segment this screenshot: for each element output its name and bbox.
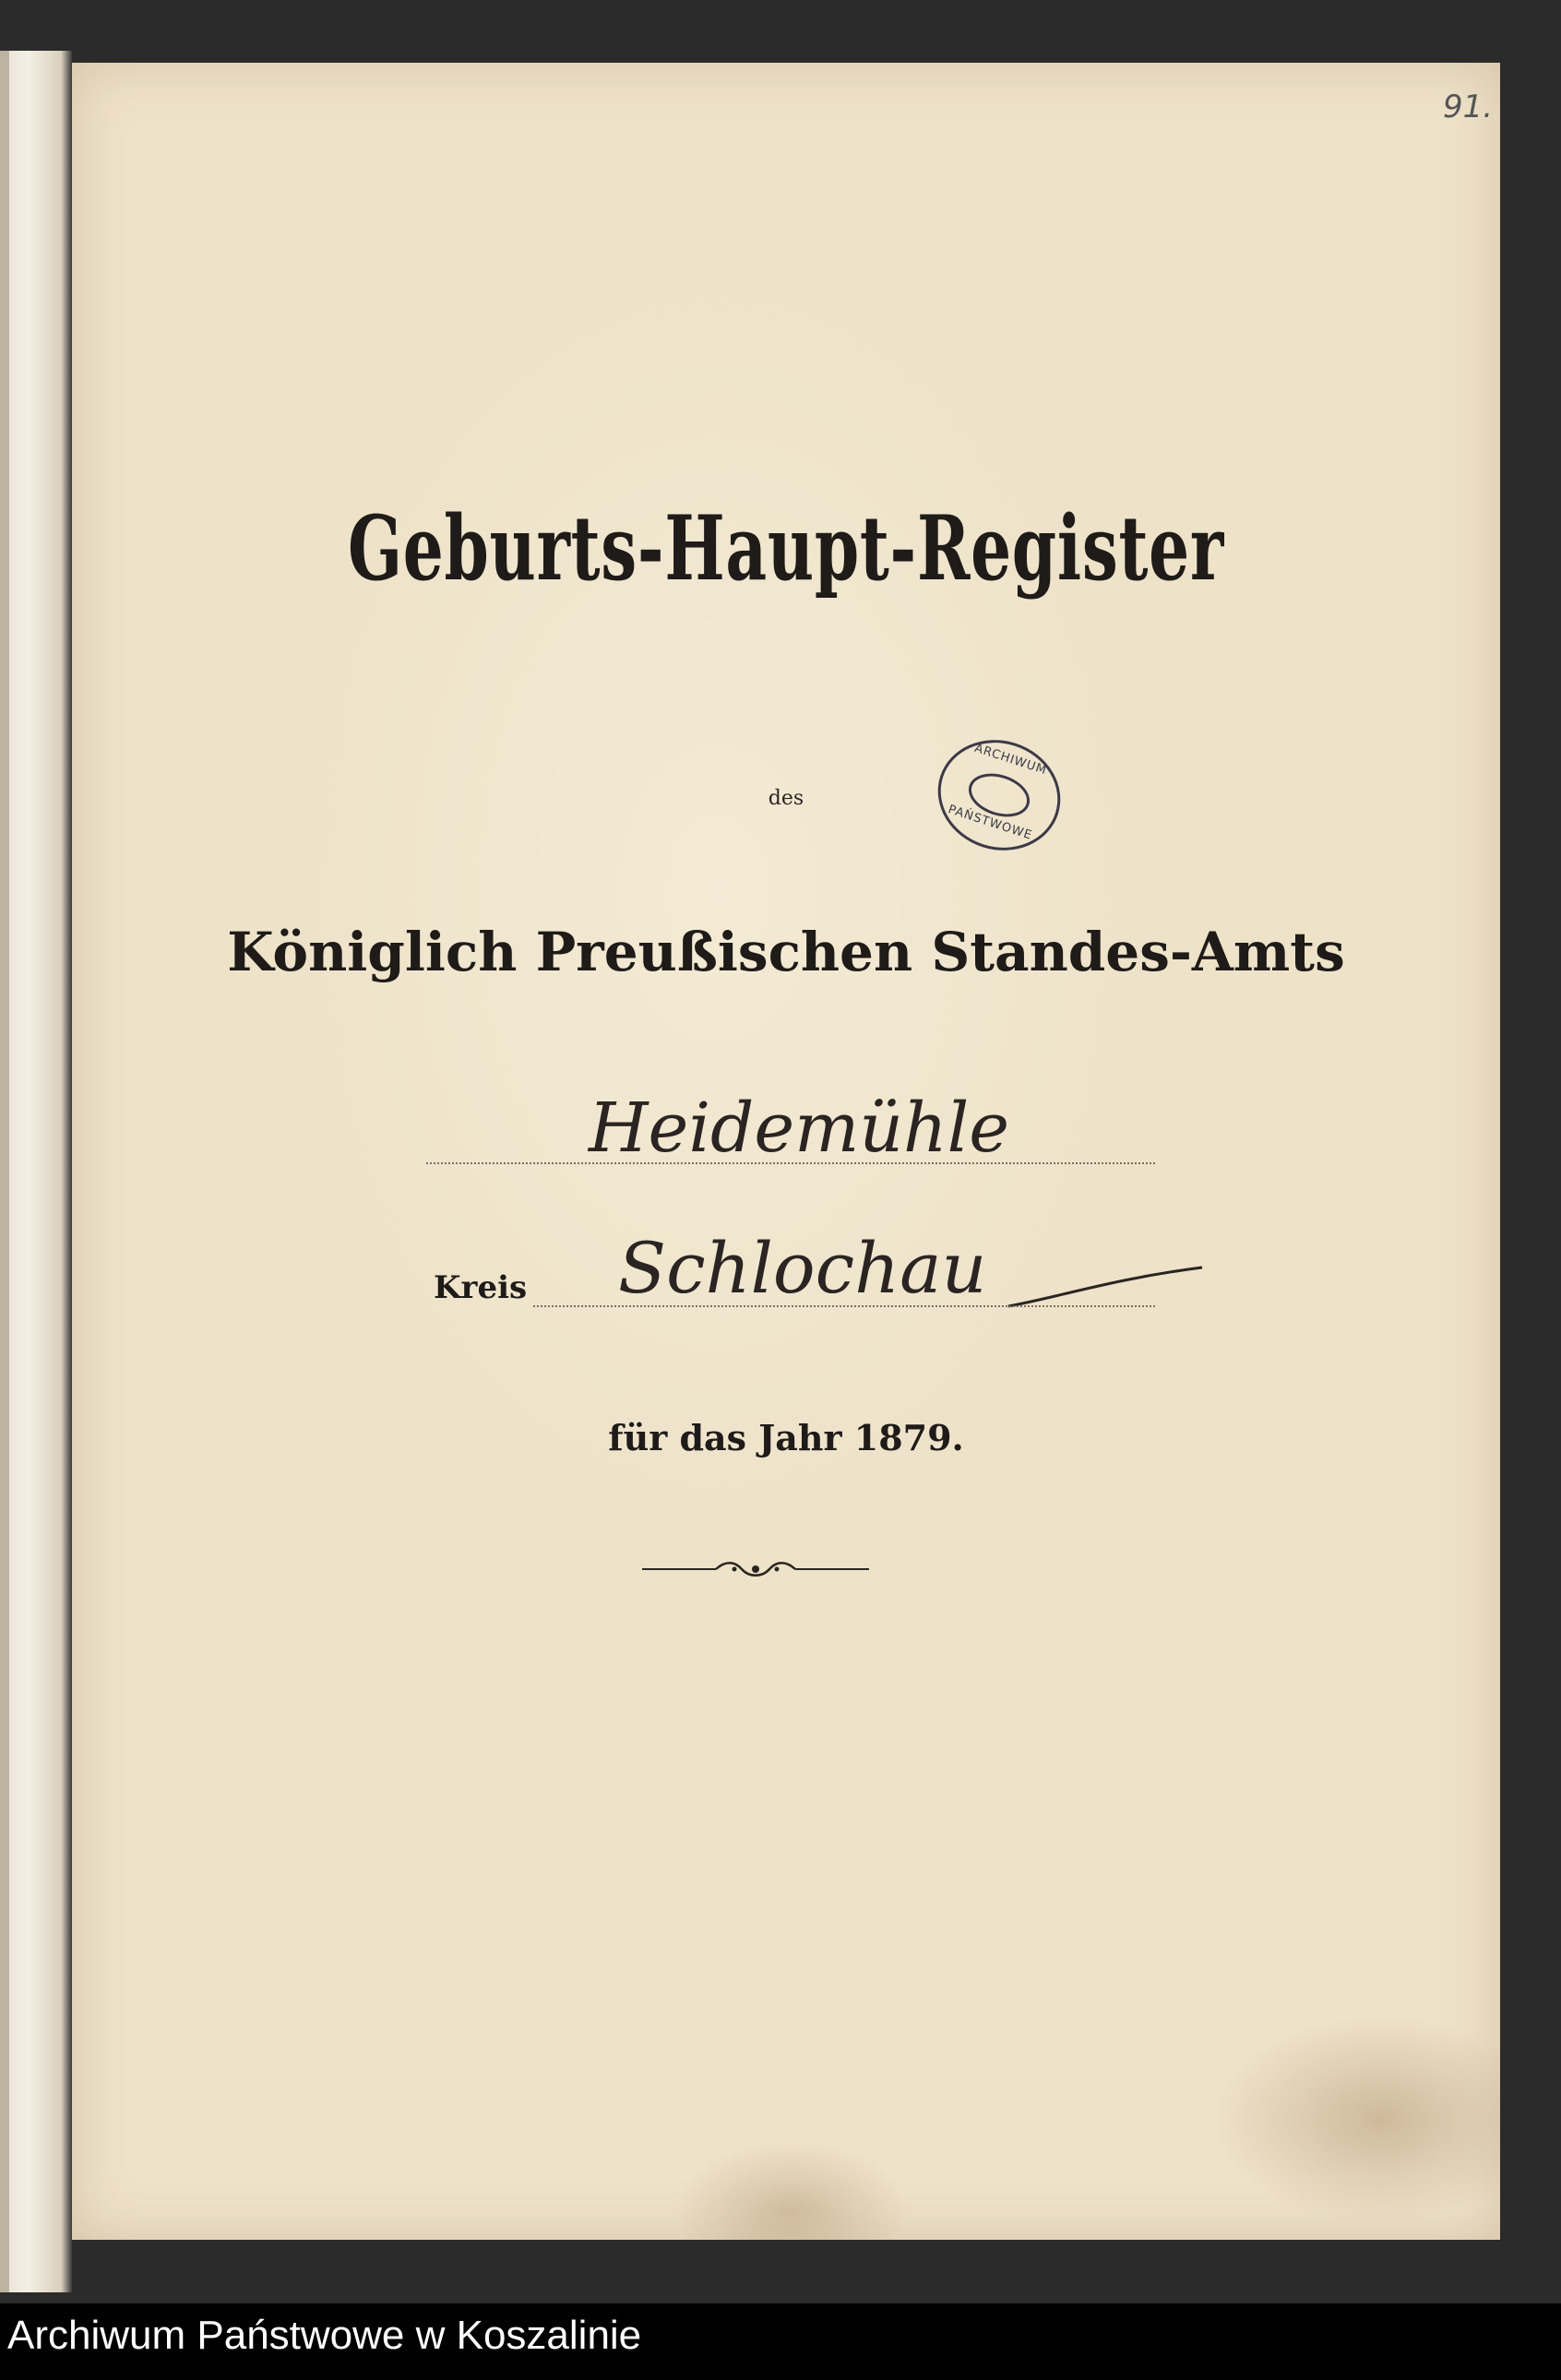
register-title: Geburts-Haupt-Register — [348, 496, 1224, 601]
office-title: Königlich Preußischen Standes-Amts — [227, 921, 1345, 983]
archive-name: Archiwum Państwowe w Koszalinie — [7, 2313, 642, 2358]
year-line: für das Jahr 1879. — [608, 1417, 964, 1458]
kreis-dotted-line — [533, 1305, 1155, 1307]
des-text: des — [768, 787, 804, 810]
binding-edge — [0, 51, 9, 2292]
page-number: 91. — [1443, 89, 1494, 125]
handwriting-flourish — [1004, 1260, 1207, 1315]
handwritten-kreis: Schlochau — [618, 1227, 987, 1309]
handwritten-place: Heidemühle — [589, 1089, 1010, 1168]
register-title-page — [72, 63, 1500, 2240]
archive-footer — [0, 2303, 1561, 2380]
ornament-divider — [642, 1559, 869, 1579]
stamp-bottom-text: PAŃSTWOWE — [946, 803, 1034, 843]
adjacent-page-edge — [0, 51, 72, 2292]
archive-stamp — [923, 724, 1075, 866]
place-dotted-line — [426, 1162, 1155, 1164]
kreis-label: Kreis — [434, 1269, 528, 1306]
stamp-top-text: ARCHIWUM — [972, 741, 1049, 779]
